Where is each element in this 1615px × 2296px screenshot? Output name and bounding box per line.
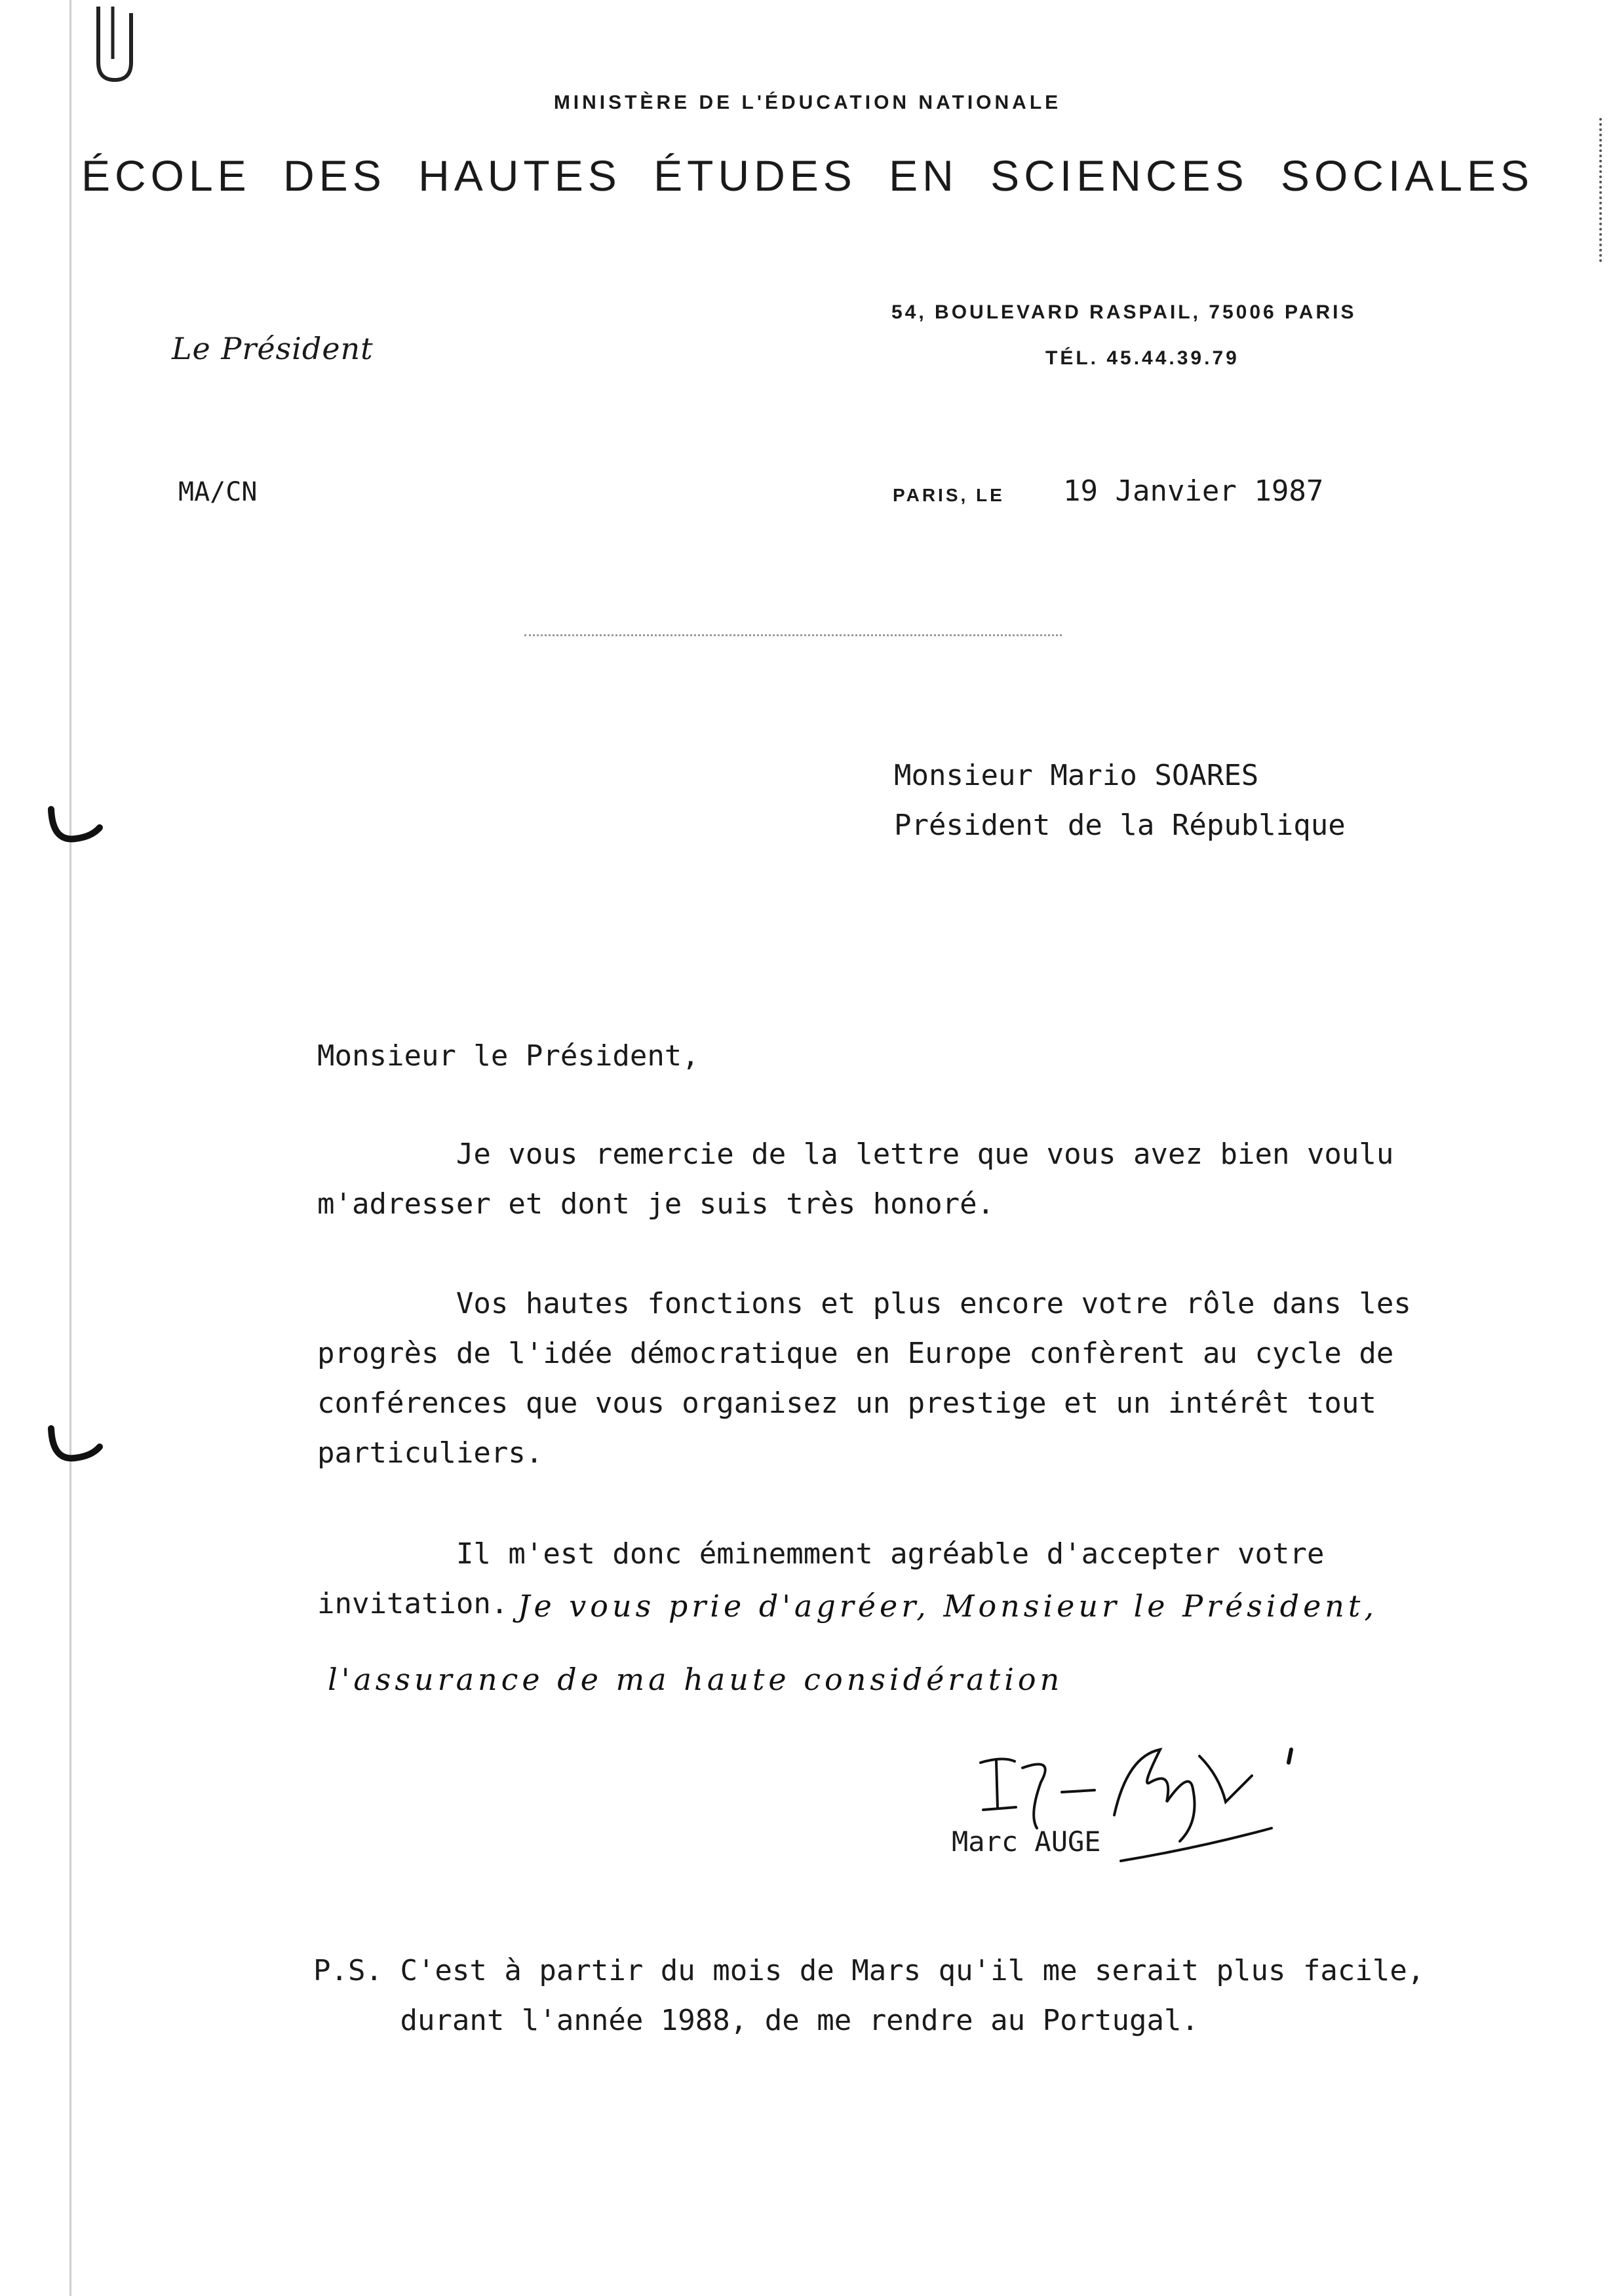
recipient-block: [894, 751, 1346, 851]
signer-name: Marc AUGE: [952, 1826, 1101, 1858]
school-heading: ÉCOLE DES HAUTES ÉTUDES EN SCIENCES SOCIALES: [81, 151, 1534, 200]
paragraph-acceptance: Il m'est donc éminemment agréable d'accepter votre invitation.: [317, 1537, 1325, 1620]
ministry-heading: MINISTÈRE DE L'ÉDUCATION NATIONALE: [553, 92, 1062, 113]
letter-date: 19 Janvier 1987: [1063, 474, 1324, 508]
paragraph-functions: Vos hautes fonctions et plus encore votre rôle dans les progrès de l'idée démocratique en Europe confèrent au cycle de conférences que vous organisez un prestige et un intérêt tout particuliers.: [317, 1287, 1411, 1470]
dotted-separator: [524, 634, 1062, 636]
paperclip-icon: [92, 0, 138, 85]
handwritten-signature: [963, 1730, 1304, 1887]
binder-hole-mark-icon: [46, 803, 105, 855]
postscript: P.S. C'est à partir du mois de Mars qu'il me serait plus facile, durant l'année 1988, de me rendre au Portugal.: [313, 1954, 1425, 2037]
left-margin-line: [69, 0, 71, 2296]
president-title-script: Le Président: [172, 331, 374, 366]
binder-hole-mark-icon: [46, 1422, 105, 1474]
salutation: Monsieur le Président,: [317, 1039, 699, 1073]
letterhead-telephone: TÉL. 45.44.39.79: [1045, 347, 1239, 369]
handwritten-closing-line-2: l'assurance de ma haute considération: [328, 1662, 1064, 1697]
paragraph-thanks: Je vous remercie de la lettre que vous avez bien voulu m'adresser et dont je suis très honoré.: [317, 1138, 1394, 1221]
letterhead-address: 54, BOULEVARD RASPAIL, 75006 PARIS: [891, 301, 1357, 323]
handwritten-closing-line-1: Je vous prie d'agréer, Monsieur le Président,: [518, 1588, 1378, 1624]
recipient-name: Monsieur Mario SOARES: [894, 759, 1259, 792]
recipient-title: Président de la République: [894, 809, 1346, 842]
reference-code: MA/CN: [178, 477, 258, 507]
place-label: PARIS, LE: [893, 485, 1005, 505]
